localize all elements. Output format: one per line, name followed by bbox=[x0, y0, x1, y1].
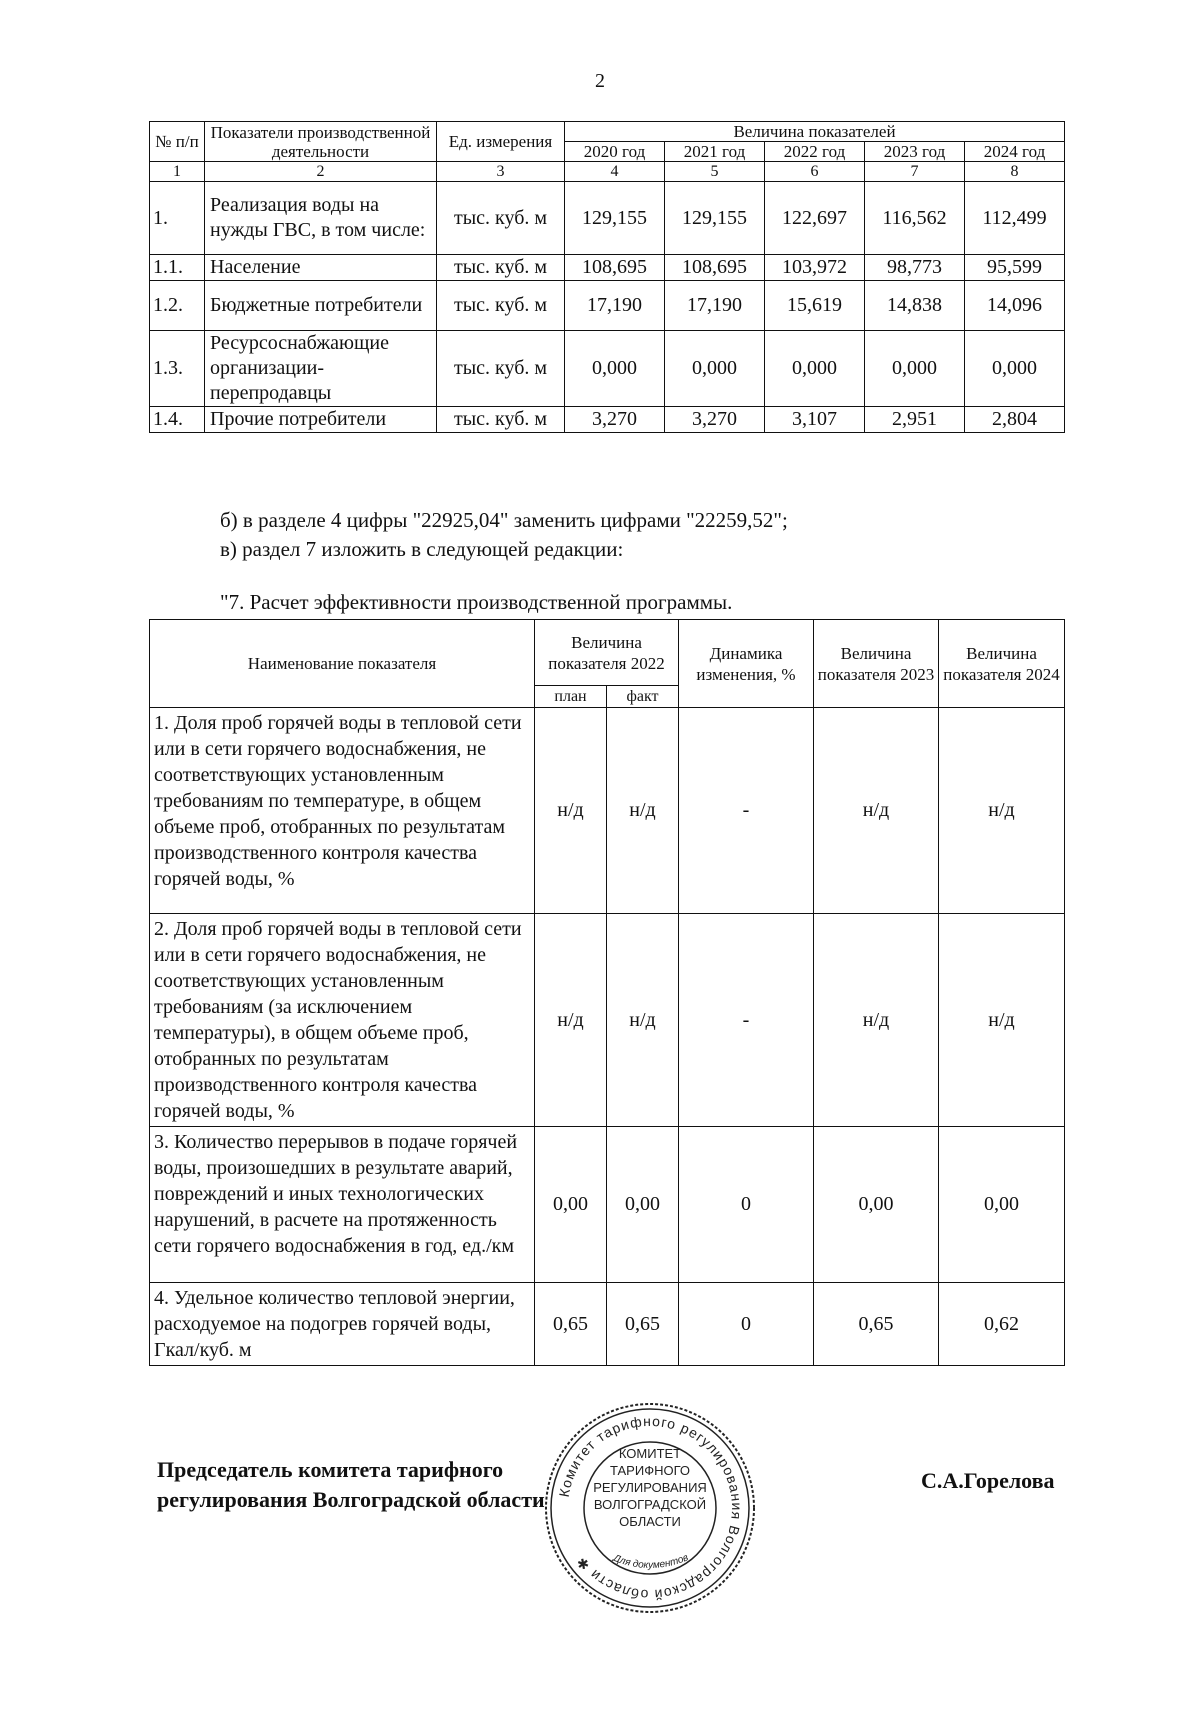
table-row bbox=[150, 407, 1065, 433]
value-fact: н/д bbox=[607, 914, 679, 1127]
column-index: 2 bbox=[205, 162, 437, 182]
row-name: Реализация воды на нужды ГВС, в том числе: bbox=[205, 182, 437, 255]
header-year: 2022 год bbox=[765, 142, 865, 162]
value-dynamics: - bbox=[679, 708, 814, 914]
header-value-2023: Величина показателя 2023 bbox=[814, 620, 939, 708]
row-number: 1.1. bbox=[150, 255, 205, 281]
indicator-name: 3. Количество перерывов в подаче горячей воды, произошедших в результате аварий, повреждений и иных технологических нарушений, в расчете на протяженность сети горячего водоснабжения в год, ед./км bbox=[150, 1127, 535, 1283]
table-row bbox=[150, 331, 1065, 407]
value-2023: 98,773 bbox=[865, 255, 965, 281]
value-2022: 15,619 bbox=[765, 281, 865, 331]
value-2022: 122,697 bbox=[765, 182, 865, 255]
value-2020: 3,270 bbox=[565, 407, 665, 433]
header-unit: Ед. измерения bbox=[437, 122, 565, 162]
page-number: 2 bbox=[595, 70, 605, 92]
value-plan: н/д bbox=[535, 914, 607, 1127]
column-index: 6 bbox=[765, 162, 865, 182]
stamp-line: КОМИТЕТ bbox=[618, 1446, 682, 1461]
value-2021: 129,155 bbox=[665, 182, 765, 255]
column-index: 5 bbox=[665, 162, 765, 182]
value-2024: 0,00 bbox=[939, 1127, 1065, 1283]
column-index: 3 bbox=[437, 162, 565, 182]
value-2023: н/д bbox=[814, 708, 939, 914]
value-dynamics: 0 bbox=[679, 1127, 814, 1283]
value-2021: 17,190 bbox=[665, 281, 765, 331]
stamp-line: ВОЛГОГРАДСКОЙ bbox=[593, 1497, 707, 1512]
value-2023: 2,951 bbox=[865, 407, 965, 433]
header-indicators: Показатели производственной деятельности bbox=[205, 122, 437, 162]
value-2023: 0,65 bbox=[814, 1283, 939, 1366]
value-2024: н/д bbox=[939, 914, 1065, 1127]
table-row bbox=[150, 708, 1065, 914]
table-row bbox=[150, 1127, 1065, 1283]
section-title: "7. Расчет эффективности производственной программы. bbox=[220, 590, 733, 614]
row-number: 1.4. bbox=[150, 407, 205, 433]
row-unit: тыс. куб. м bbox=[437, 331, 565, 407]
value-fact: 0,65 bbox=[607, 1283, 679, 1366]
row-name: Прочие потребители bbox=[205, 407, 437, 433]
stamp-line: РЕГУЛИРОВАНИЯ bbox=[593, 1480, 707, 1495]
efficiency-table bbox=[149, 619, 1065, 1366]
header-year: 2024 год bbox=[965, 142, 1065, 162]
value-plan: н/д bbox=[535, 708, 607, 914]
column-index: 8 bbox=[965, 162, 1065, 182]
value-2024: 95,599 bbox=[965, 255, 1065, 281]
value-2024: н/д bbox=[939, 708, 1065, 914]
row-unit: тыс. куб. м bbox=[437, 407, 565, 433]
row-number: 1.2. bbox=[150, 281, 205, 331]
value-2023: н/д bbox=[814, 914, 939, 1127]
value-2021: 3,270 bbox=[665, 407, 765, 433]
signatory-name: С.А.Горелова bbox=[921, 1468, 1055, 1493]
header-value-2024: Величина показателя 2024 bbox=[939, 620, 1065, 708]
value-2023: 14,838 bbox=[865, 281, 965, 331]
value-fact: н/д bbox=[607, 708, 679, 914]
header-num: № п/п bbox=[150, 122, 205, 162]
header-year: 2021 год bbox=[665, 142, 765, 162]
header-plan: план bbox=[535, 686, 607, 708]
table-row bbox=[150, 255, 1065, 281]
value-fact: 0,00 bbox=[607, 1127, 679, 1283]
paragraph-v: в) раздел 7 изложить в следующей редакции: bbox=[220, 537, 624, 561]
value-2020: 17,190 bbox=[565, 281, 665, 331]
value-2024: 2,804 bbox=[965, 407, 1065, 433]
row-number: 1.3. bbox=[150, 331, 205, 407]
value-2024: 0,62 bbox=[939, 1283, 1065, 1366]
header-dynamics: Динамика изменения, % bbox=[679, 620, 814, 708]
paragraph-b: б) в разделе 4 цифры "22925,04" заменить цифрами "22259,52"; bbox=[220, 508, 788, 532]
value-dynamics: - bbox=[679, 914, 814, 1127]
row-name: Бюджетные потребители bbox=[205, 281, 437, 331]
position-line-2: регулирования Волгоградской области bbox=[157, 1487, 545, 1512]
value-dynamics: 0 bbox=[679, 1283, 814, 1366]
row-name: Ресурсоснабжающие организации-перепродавцы bbox=[205, 331, 437, 407]
header-year: 2020 год bbox=[565, 142, 665, 162]
header-values-group: Величина показателей bbox=[565, 122, 1065, 142]
value-2024: 0,000 bbox=[965, 331, 1065, 407]
header-indicator-name: Наименование показателя bbox=[150, 620, 535, 708]
stamp-line: ОБЛАСТИ bbox=[619, 1514, 681, 1529]
value-2020: 108,695 bbox=[565, 255, 665, 281]
row-unit: тыс. куб. м bbox=[437, 255, 565, 281]
stamp-line: ТАРИФНОГО bbox=[610, 1463, 690, 1478]
value-2023: 0,000 bbox=[865, 331, 965, 407]
stamp-ring-text: Комитет тарифного регулирования Волгоградской области ✱ bbox=[555, 1412, 746, 1604]
value-2021: 0,000 bbox=[665, 331, 765, 407]
row-unit: тыс. куб. м bbox=[437, 182, 565, 255]
column-index: 7 bbox=[865, 162, 965, 182]
value-2023: 0,00 bbox=[814, 1127, 939, 1283]
value-plan: 0,65 bbox=[535, 1283, 607, 1366]
table-row bbox=[150, 1283, 1065, 1366]
value-2022: 103,972 bbox=[765, 255, 865, 281]
value-2022: 0,000 bbox=[765, 331, 865, 407]
value-2020: 129,155 bbox=[565, 182, 665, 255]
column-index: 1 bbox=[150, 162, 205, 182]
table-row bbox=[150, 182, 1065, 255]
table-row bbox=[150, 281, 1065, 331]
value-plan: 0,00 bbox=[535, 1127, 607, 1283]
stamp-center-text bbox=[585, 1445, 715, 1530]
indicator-name: 1. Доля проб горячей воды в тепловой сети или в сети горячего водоснабжения, не соответствующих установленным требованиям по температуре, в общем объеме проб, отобранных по результатам производственного контроля качества горячей воды, % bbox=[150, 708, 535, 914]
column-index: 4 bbox=[565, 162, 665, 182]
header-fact: факт bbox=[607, 686, 679, 708]
position-line-1: Председатель комитета тарифного bbox=[157, 1457, 504, 1482]
value-2024: 14,096 bbox=[965, 281, 1065, 331]
value-2023: 116,562 bbox=[865, 182, 965, 255]
header-value-2022: Величина показателя 2022 bbox=[535, 620, 679, 686]
row-number: 1. bbox=[150, 182, 205, 255]
table-row bbox=[150, 914, 1065, 1127]
indicator-name: 2. Доля проб горячей воды в тепловой сети или в сети горячего водоснабжения, не соответствующих установленным требованиям (за исключением температуры), в общем объеме проб, отобранных по результатам производственного контроля качества горячей воды, % bbox=[150, 914, 535, 1127]
value-2024: 112,499 bbox=[965, 182, 1065, 255]
value-2022: 3,107 bbox=[765, 407, 865, 433]
header-year: 2023 год bbox=[865, 142, 965, 162]
value-2021: 108,695 bbox=[665, 255, 765, 281]
stamp-bottom-text: Для документов bbox=[611, 1552, 690, 1572]
row-name: Население bbox=[205, 255, 437, 281]
row-unit: тыс. куб. м bbox=[437, 281, 565, 331]
signature-position bbox=[157, 1455, 545, 1515]
indicator-name: 4. Удельное количество тепловой энергии, расходуемое на подогрев горячей воды, Гкал/куб. м bbox=[150, 1283, 535, 1366]
value-2020: 0,000 bbox=[565, 331, 665, 407]
production-indicators-table bbox=[149, 121, 1065, 433]
